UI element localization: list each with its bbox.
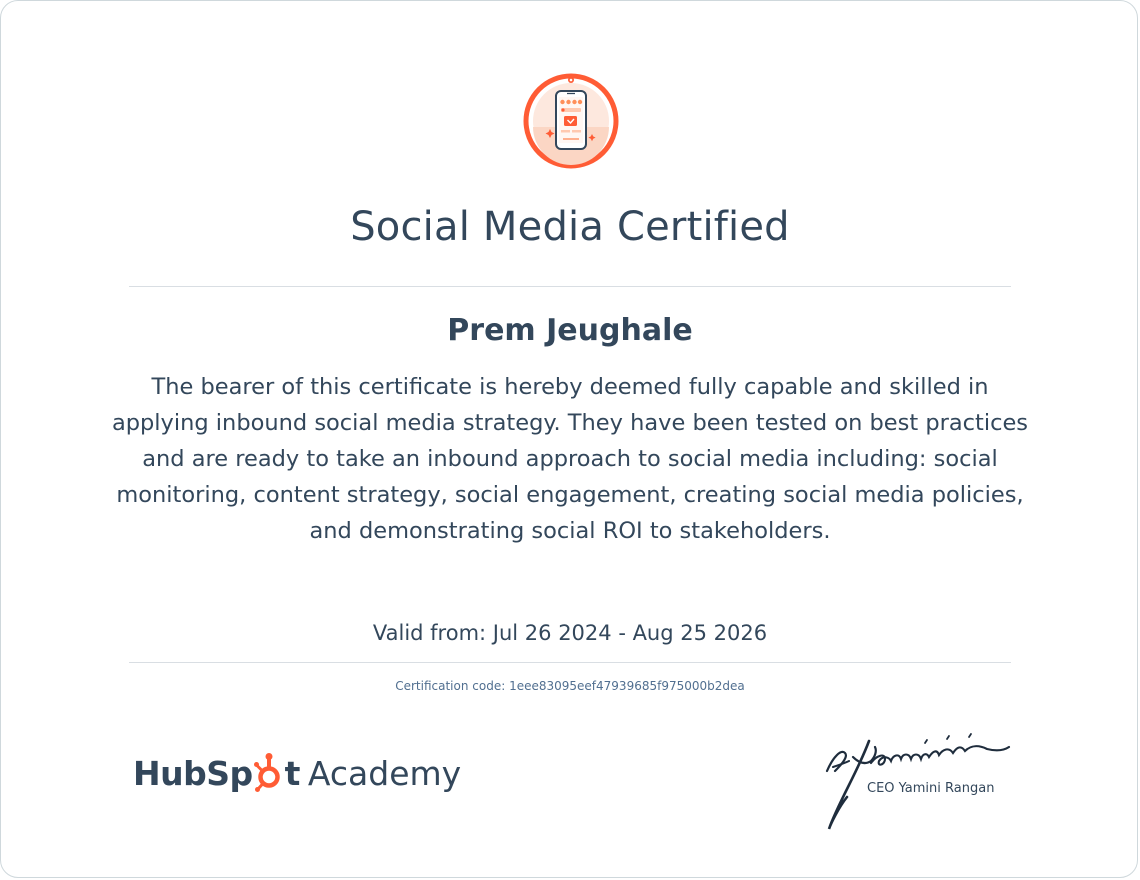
logo-text-right: t xyxy=(284,753,300,793)
certification-code: Certification code: 1eee83095eef47939685f975000b2dea xyxy=(395,679,745,693)
certificate-title: Social Media Certified xyxy=(350,204,790,250)
hubspot-sprocket-icon xyxy=(254,751,284,795)
logo-text-academy: Academy xyxy=(307,753,462,793)
recipient-name: Prem Jeughale xyxy=(447,313,693,348)
hubspot-academy-logo xyxy=(133,746,461,800)
signer-title: CEO Yamini Rangan xyxy=(867,781,995,796)
certificate-description: The bearer of this certificate is hereby deemed fully capable and skilled in applying inbound social media strategy. They have been tested on best practices and are ready to take an inbound approach to social media including: social monitoring, content strategy, social engagement, creating social media policies, and demonstrating social ROI to stakeholders. xyxy=(111,374,1029,544)
top-divider xyxy=(129,286,1011,287)
bottom-divider xyxy=(129,662,1011,663)
smartphone-social-badge-icon xyxy=(522,72,620,170)
validity-dates: Valid from: Jul 26 2024 - Aug 25 2026 xyxy=(372,621,768,645)
logo-text-left: HubSp xyxy=(133,753,253,793)
